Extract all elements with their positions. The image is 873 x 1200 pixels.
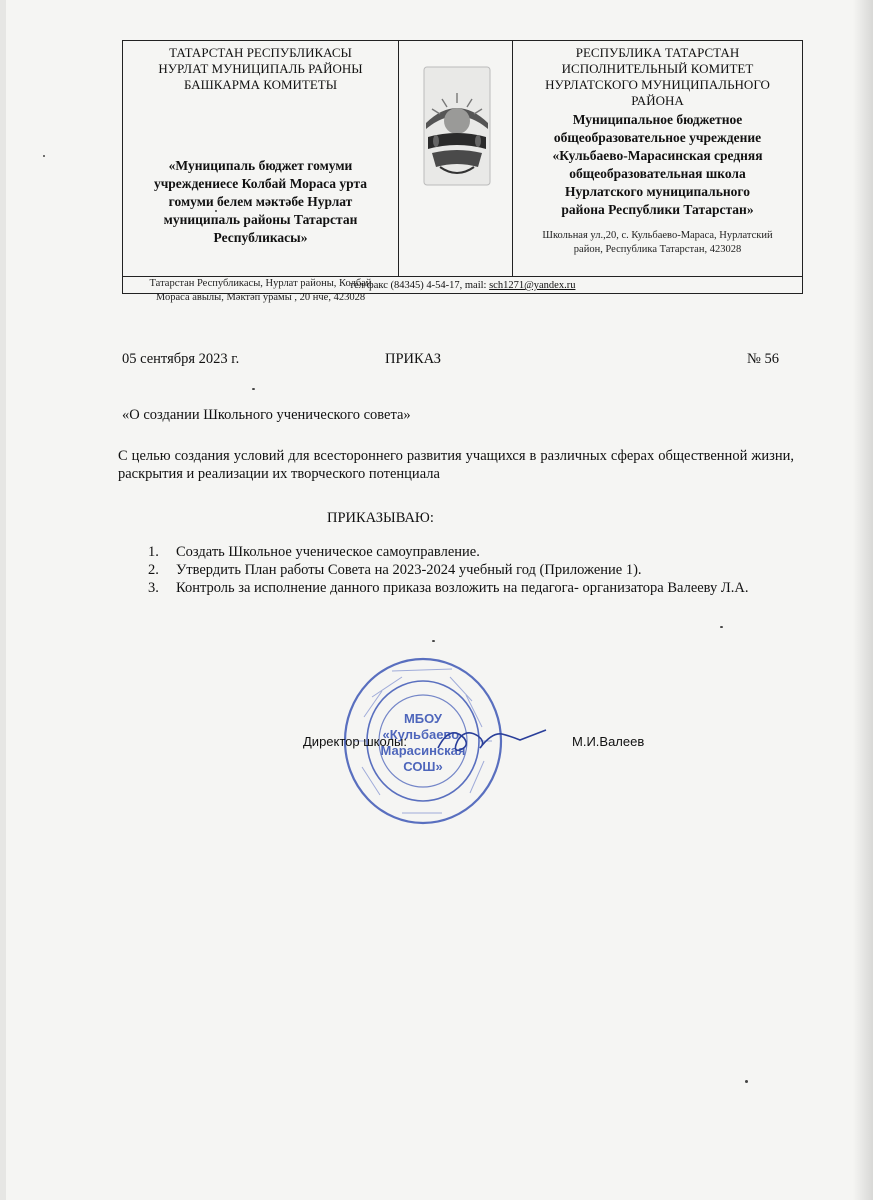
russian-org-line: Муниципальное бюджетное (572, 112, 743, 127)
tatar-address-line: Татарстан Республикасы, Нурлат районы, Колбай (149, 278, 372, 289)
contact-line (123, 276, 802, 295)
tatar-org-line: Республикасы» (213, 230, 308, 245)
russian-org-line: общеобразовательная школа (569, 166, 746, 181)
email-link[interactable]: sch1271@yandex.ru (489, 280, 576, 291)
list-item (148, 561, 794, 579)
tatar-org-line: муниципаль районы Татарстан (163, 212, 358, 227)
scan-shadow-left (0, 0, 6, 1200)
stamp-text-line: Марасинская (380, 743, 466, 758)
russian-org-line: «Кульбаево-Марасинская средняя (552, 148, 763, 163)
order-command: ПРИКАЗЫВАЮ: (327, 510, 434, 526)
tatar-org-line: гомуми белем мәктәбе Нурлат (168, 194, 353, 209)
list-item-text: Контроль за исполнение данного приказа возложить на педагога- организатора Валееву Л.А. (176, 580, 749, 596)
tatar-caps-line: НУРЛАТ МУНИЦИПАЛЬ РАЙОНЫ (158, 61, 363, 76)
letterhead-russian-column (513, 41, 802, 276)
russian-caps-line: РАЙОНА (631, 93, 684, 108)
stamp-text-line: МБОУ (403, 711, 443, 726)
tatar-school-name (123, 157, 398, 247)
scan-shadow-right (853, 0, 873, 1200)
order-date: 05 сентября 2023 г. (122, 351, 240, 367)
phone-fax-text: тел/факс (84345) 4-54-17, mail: (349, 280, 490, 291)
order-number: № 56 (747, 351, 779, 367)
tatar-org-line: «Муниципаль бюджет гомуми (168, 158, 353, 173)
letterhead-tatar-column (123, 41, 399, 303)
list-item (148, 543, 794, 561)
russian-caps-line: РЕСПУБЛИКА ТАТАРСТАН (575, 45, 740, 60)
signature-role: Директор школы: (303, 734, 407, 749)
list-item (148, 579, 794, 597)
tatar-caps-line: БАШКАРМА КОМИТЕТЫ (183, 77, 338, 92)
russian-address-line: Школьная ул.,20, с. Кульбаево-Мараса, Нурлатский (542, 230, 773, 241)
order-items-list (148, 543, 794, 597)
russian-org-line: Нурлатского муниципального (565, 184, 750, 199)
list-item-number: 3. (148, 580, 159, 596)
russian-school-name (513, 111, 802, 219)
russian-authority (513, 45, 802, 109)
order-subject: «О создании Школьного ученического совета» (122, 407, 411, 423)
list-item-number: 1. (148, 544, 159, 560)
russian-caps-line: НУРЛАТСКОГО МУНИЦИПАЛЬНОГО (545, 77, 770, 92)
tatar-caps-line: ТАТАРСТАН РЕСПУБЛИКАСЫ (169, 45, 352, 60)
stamp-text-line: СОШ» (403, 759, 443, 774)
russian-org-line: района Республики Татарстан» (561, 202, 754, 217)
tatar-authority (123, 45, 398, 93)
stamp-text-line: «Кульбаево- (382, 727, 464, 742)
tatar-address-line: Мораса авылы, Мәктәп урамы , 20 нче, 423028 (155, 292, 366, 303)
russian-caps-line: ИСПОЛНИТЕЛЬНЫЙ КОМИТЕТ (561, 61, 754, 76)
list-item-text: Утвердить План работы Совета на 2023-2024 учебный год (Приложение 1). (176, 562, 642, 578)
order-preamble: С целью создания условий для всестороннего развития учащихся в различных сферах общественной жизни, раскрытия и реализации их творческого потенциала (118, 448, 794, 482)
russian-address (513, 229, 802, 257)
handwritten-signature (430, 718, 550, 758)
coat-of-arms-emblem (418, 63, 496, 193)
tatar-org-line: учреждениесе Колбай Мораса урта (153, 176, 368, 191)
signature-name: М.И.Валеев (572, 734, 645, 749)
russian-address-line: район, Республика Татарстан, 423028 (573, 244, 742, 255)
list-item-number: 2. (148, 562, 159, 578)
letterhead-emblem-column (399, 41, 513, 276)
russian-org-line: общеобразовательное учреждение (553, 130, 762, 145)
order-title: ПРИКАЗ (385, 351, 442, 367)
letterhead (122, 40, 803, 303)
list-item-text: Создать Школьное ученическое самоуправление. (176, 544, 480, 560)
